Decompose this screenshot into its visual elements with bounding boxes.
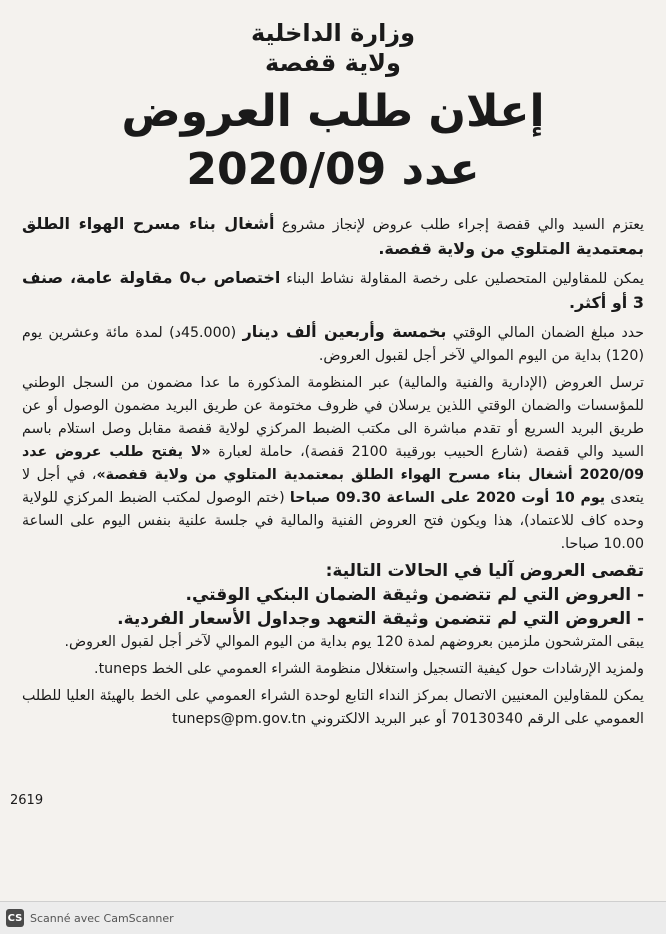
- exclusion-case-commitment: - العروض التي لم تتضمن وثيقة التعهد وجداول الأسعار الفردية.: [117, 609, 644, 629]
- exclusion-case-guarantee: - العروض التي لم تتضمن وثيقة الضمان البنكي الوقتي.: [185, 585, 644, 605]
- announcement-body: [22, 212, 644, 731]
- scanner-watermark-text: Scanné avec CamScanner: [30, 911, 174, 925]
- paragraph-guarantee: حدد مبلغ الضمان المالي الوقتي بخمسة وأربعين ألف دينار (45.000د) لمدة مائة وعشرين يوم (120) بداية من اليوم الموالي لآخر أجل لقبول العروض.: [22, 322, 645, 364]
- paragraph-submission: ترسل العروض (الإدارية والفنية والمالية) عبر المنظومة المذكورة ما عدا مضمون من السجل الوطني للمؤسسات والضمان الوقتي اللذين يرسلان في ظروف مختومة عن طريق البريد مضمون الوصول أو عن طريق البريد السريع أو تقدم مباشرة الى مكتب الضبط المركزي لولاية قفصة مقابل وصل استلام باسم السيد والي قفصة (شارع الحبيب بورقيبة 2100 قفصة)، حاملة لعبارة «لا يفتح طلب عروض عدد 2020/09 أشغال بناء مسرح الهواء الطلق بمعتمدية المتلوي من ولاية قفصة»، في أجل لا يتعدى يوم 10 أوت 2020 على الساعة 09.30 صباحا (ختم الوصول لمكتب الضبط المركزي للولاية وحده كاف للاعتماد)، هذا ويكون فتح العروض الفنية والمالية في جلسة علنية بنفس اليوم على الساعة 10.00 صباحا.: [22, 375, 645, 552]
- paragraph-project: يعتزم السيد والي قفصة إجراء طلب عروض لإنجاز مشروع أشغال بناء مسرح الهواء الطلق بمعتمدية المتلوي من ولاية قفصة.: [22, 214, 644, 258]
- ministry-name: وزارة الداخلية: [250, 19, 416, 47]
- scanner-footer: [0, 901, 666, 934]
- reference-number: 2619: [10, 793, 44, 808]
- exclusion-cases-title: تقصى العروض آليا في الحالات التالية:: [325, 561, 644, 581]
- governorate-name: ولاية قفصة: [265, 49, 401, 77]
- paragraph-eligibility: يمكن للمقاولين المتحصلين على رخصة المقاولة نشاط البناء اختصاص ب0 مقاولة عامة، صنف 3 أو أكثر.: [22, 268, 644, 312]
- paragraph-instructions: ولمزيد الإرشادات حول كيفية التسجيل واستغلال منظومة الشراء العمومي على الخط tuneps.: [94, 661, 644, 677]
- announcement: [22, 18, 644, 735]
- paragraph-validity: يبقى المترشحون ملزمين بعروضهم لمدة 120 يوم بداية من اليوم الموالي لآخر أجل لقبول العروض.: [64, 634, 644, 650]
- announcement-title: إعلان طلب العروض: [121, 86, 545, 137]
- announcement-number: عدد 2020/09: [186, 144, 480, 195]
- paragraph-contact: يمكن للمقاولين المعنيين الاتصال بمركز النداء التابع لوحدة الشراء العمومي على الخط بالهيئة العليا للطلب العمومي على الرقم 70130340 أو عبر البريد الالكتروني tuneps@pm.gov.tn: [22, 688, 644, 727]
- camscanner-icon: CS: [6, 909, 24, 927]
